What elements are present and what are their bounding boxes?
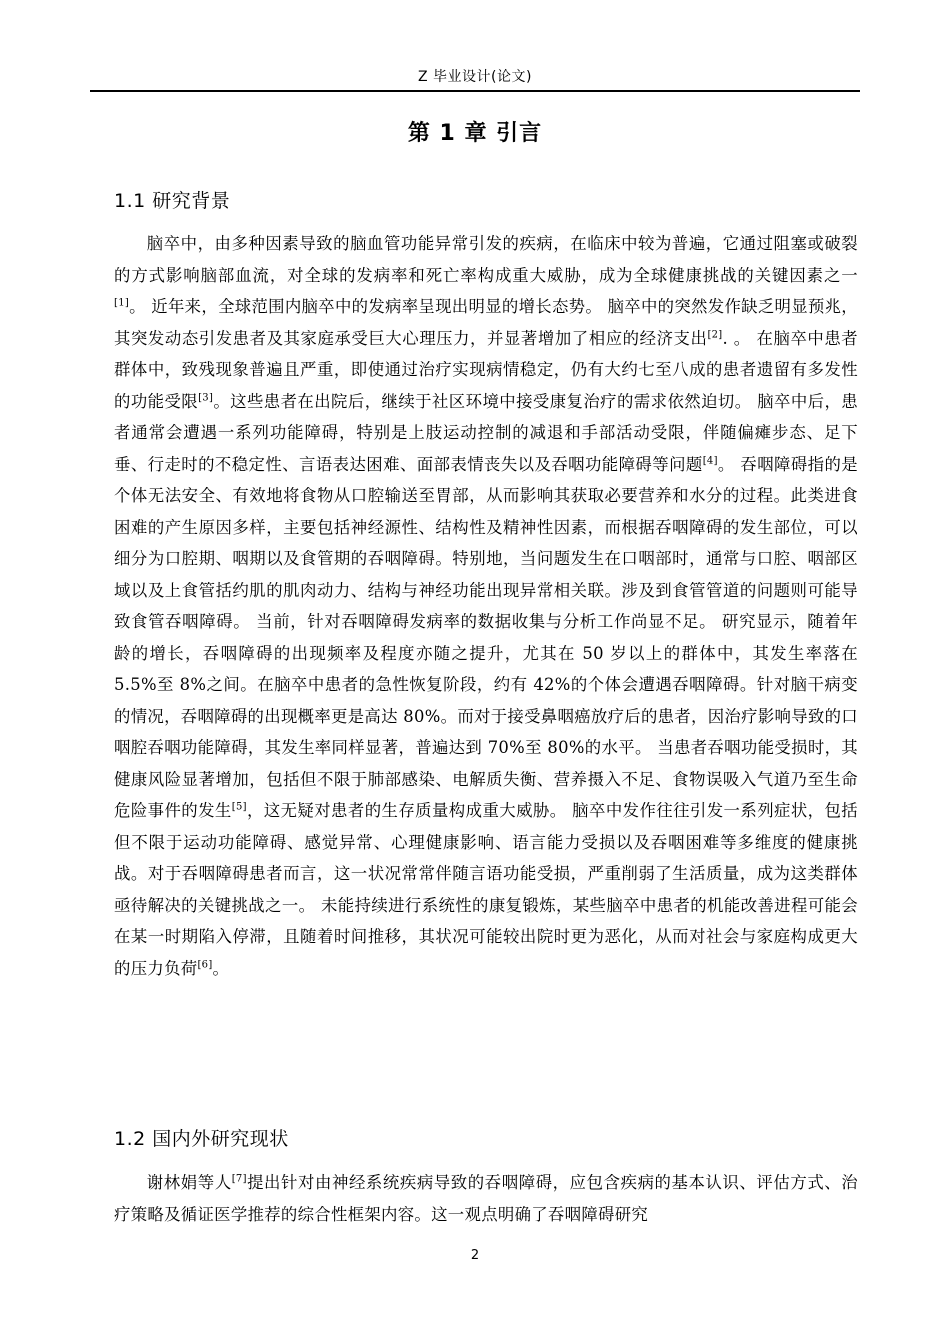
citation-ref: [1] [114, 297, 130, 309]
page-number: 2 [470, 1248, 480, 1263]
citation-ref: [5] [231, 801, 247, 813]
paragraph-text: 。 [212, 958, 230, 978]
citation-ref: [2] [707, 329, 723, 341]
running-header: Z 毕业设计(论文) [418, 69, 532, 85]
citation-ref: [4] [702, 455, 718, 467]
chapter-title: 第 1 章 引言 [407, 121, 543, 146]
paragraph-text: 脑卒中，由多种因素导致的脑血管功能异常引发的疾病，在临床中较为普遍，它通过阻塞或破裂的方式影响脑部血流，对全球的发病率和死亡率构成重大威胁，成为全球健康挑战的关键因素之一 [114, 234, 858, 285]
paragraph-text: 谢林娟等人 [146, 1173, 232, 1192]
header-divider [90, 90, 860, 92]
paragraph-background [114, 228, 858, 984]
section-heading-background: 1.1 研究背景 [114, 190, 231, 212]
paragraph-text: 。 吞咽障碍指的是个体无法安全、有效地将食物从口腔输送至胃部，从而影响其获取必要营养和水分的过程。此类进食困难的产生原因多样，主要包括神经源性、结构性及精神性因素，而根据吞咽障碍的发生部位，可以细分为口腔期、咽期以及食管期的吞咽障碍。特别地，当问题发生在口咽部时，通常与口腔、咽部区域以及上食管括约肌的肌肉动力、结构与神经功能出现异常相关联。涉及到食管管道的问题则可能导致食管吞咽障碍。 当前，针对吞咽障碍发病率的数据收集与分析工作尚显不足。 研究显示，随着年龄的增长，吞咽障碍的出现频率及程度亦随之提升，尤其在 50 岁以上的群体中，其发生率落在 5.5%至 8%之间。在脑卒中患者的急性恢复阶段，约有 42%的个体会遭遇吞咽障碍。针对脑干病变的情况，吞咽障碍的出现概率更是高达 80%。而对于接受鼻咽癌放疗后的患者，因治疗影响导致的口咽腔吞咽功能障碍，其发生率同样显著，普遍达到 70%至 80%的水平。 当患者吞咽功能受损时，其健康风险显著增加，包括但不限于肺部感染、电解质失衡、营养摄入不足、食物误吸入气道乃至生命危险事件的发生 [114, 454, 858, 820]
paragraph-research-status [114, 1167, 858, 1230]
paragraph-text: . 。 在脑卒中患者群体中，致残现象普遍且严重，即使通过治疗实现病情稳定，仍有大约七至八成的患者遗留有多发性的功能受限 [114, 328, 858, 411]
paragraph-text: ，这无疑对患者的生存质量构成重大威胁。 脑卒中发作往往引发一系列症状，包括但不限于运动功能障碍、感觉异常、心理健康影响、语言能力受损以及吞咽困难等多维度的健康挑战。对于吞咽障碍患者而言，这一状况常常伴随言语功能受损，严重削弱了生活质量，成为这类群体亟待解决的关键挑战之一。 未能持续进行系统性的康复锻炼，某些脑卒中患者的机能改善进程可能会在某一时期陷入停滞，且随着时间推移，其状况可能较出院时更为恶化，从而对社会与家庭构成更大的压力负荷 [114, 801, 858, 978]
citation-ref: [3] [198, 392, 214, 404]
citation-ref: [6] [197, 959, 213, 971]
paragraph-text: 。 近年来，全球范围内脑卒中的发病率呈现出明显的增长态势。 脑卒中的突然发作缺乏明显预兆，其突发动态引发患者及其家庭承受巨大心理压力，并显著增加了相应的经济支出 [114, 297, 858, 348]
paragraph-text: 。这些患者在出院后，继续于社区环境中接受康复治疗的需求依然迫切。 脑卒中后，患者通常会遭遇一系列功能障碍，特别是上肢运动控制的减退和手部活动受限，伴随偏瘫步态、足下垂、行走时的不稳定性、言语表达困难、面部表情丧失以及吞咽功能障碍等问题 [114, 391, 858, 474]
paragraph-text: 提出针对由神经系统疾病导致的吞咽障碍，应包含疾病的基本认识、评估方式、治疗策略及循证医学推荐的综合性框架内容。这一观点明确了吞咽障碍研究 [114, 1173, 858, 1224]
citation-ref: [7] [231, 1173, 247, 1185]
section-heading-research-status: 1.2 国内外研究现状 [114, 1128, 289, 1150]
